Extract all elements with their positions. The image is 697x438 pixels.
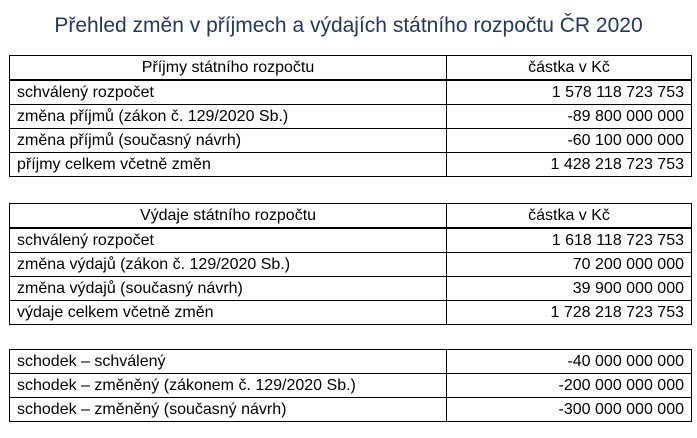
row-label: schválený rozpočet xyxy=(10,80,447,105)
income-header-amount: částka v Kč xyxy=(447,56,692,81)
row-label: změna příjmů (zákon č. 129/2020 Sb.) xyxy=(10,105,447,129)
table-row xyxy=(10,153,692,177)
table-row xyxy=(10,374,692,398)
row-label: změna výdajů (zákon č. 129/2020 Sb.) xyxy=(10,253,447,277)
row-amount: -40 000 000 000 xyxy=(447,350,692,374)
page-title: Přehled změn v příjmech a výdajích státního rozpočtu ČR 2020 xyxy=(54,14,643,37)
table-row xyxy=(10,301,692,325)
row-amount: 1 618 118 723 753 xyxy=(447,228,692,253)
deficit-table xyxy=(9,349,692,422)
table-header-row xyxy=(10,56,692,81)
row-amount: 1 728 218 723 753 xyxy=(447,301,692,325)
table-row xyxy=(10,105,692,129)
row-amount: 70 200 000 000 xyxy=(447,253,692,277)
row-label: schodek – změněný (současný návrh) xyxy=(10,398,447,422)
row-label: schodek – změněný (zákonem č. 129/2020 Sb.) xyxy=(10,374,447,398)
income-header-label: Příjmy státního rozpočtu xyxy=(10,56,447,81)
income-table xyxy=(9,55,692,177)
table-header-row xyxy=(10,204,692,229)
expenses-table xyxy=(9,203,692,325)
row-label: příjmy celkem včetně změn xyxy=(10,153,447,177)
table-row xyxy=(10,350,692,374)
table-row xyxy=(10,277,692,301)
row-amount: 39 900 000 000 xyxy=(447,277,692,301)
table-row xyxy=(10,253,692,277)
row-amount: -300 000 000 000 xyxy=(447,398,692,422)
row-label: změna příjmů (současný návrh) xyxy=(10,129,447,153)
table-row xyxy=(10,228,692,253)
row-label: výdaje celkem včetně změn xyxy=(10,301,447,325)
row-amount: 1 428 218 723 753 xyxy=(447,153,692,177)
table-row xyxy=(10,398,692,422)
row-amount: -60 100 000 000 xyxy=(447,129,692,153)
row-label: schválený rozpočet xyxy=(10,228,447,253)
expenses-header-amount: částka v Kč xyxy=(447,204,692,229)
row-label: změna výdajů (současný návrh) xyxy=(10,277,447,301)
table-row xyxy=(10,80,692,105)
expenses-header-label: Výdaje státního rozpočtu xyxy=(10,204,447,229)
row-amount: -89 800 000 000 xyxy=(447,105,692,129)
row-amount: 1 578 118 723 753 xyxy=(447,80,692,105)
row-amount: -200 000 000 000 xyxy=(447,374,692,398)
table-row xyxy=(10,129,692,153)
row-label: schodek – schválený xyxy=(10,350,447,374)
